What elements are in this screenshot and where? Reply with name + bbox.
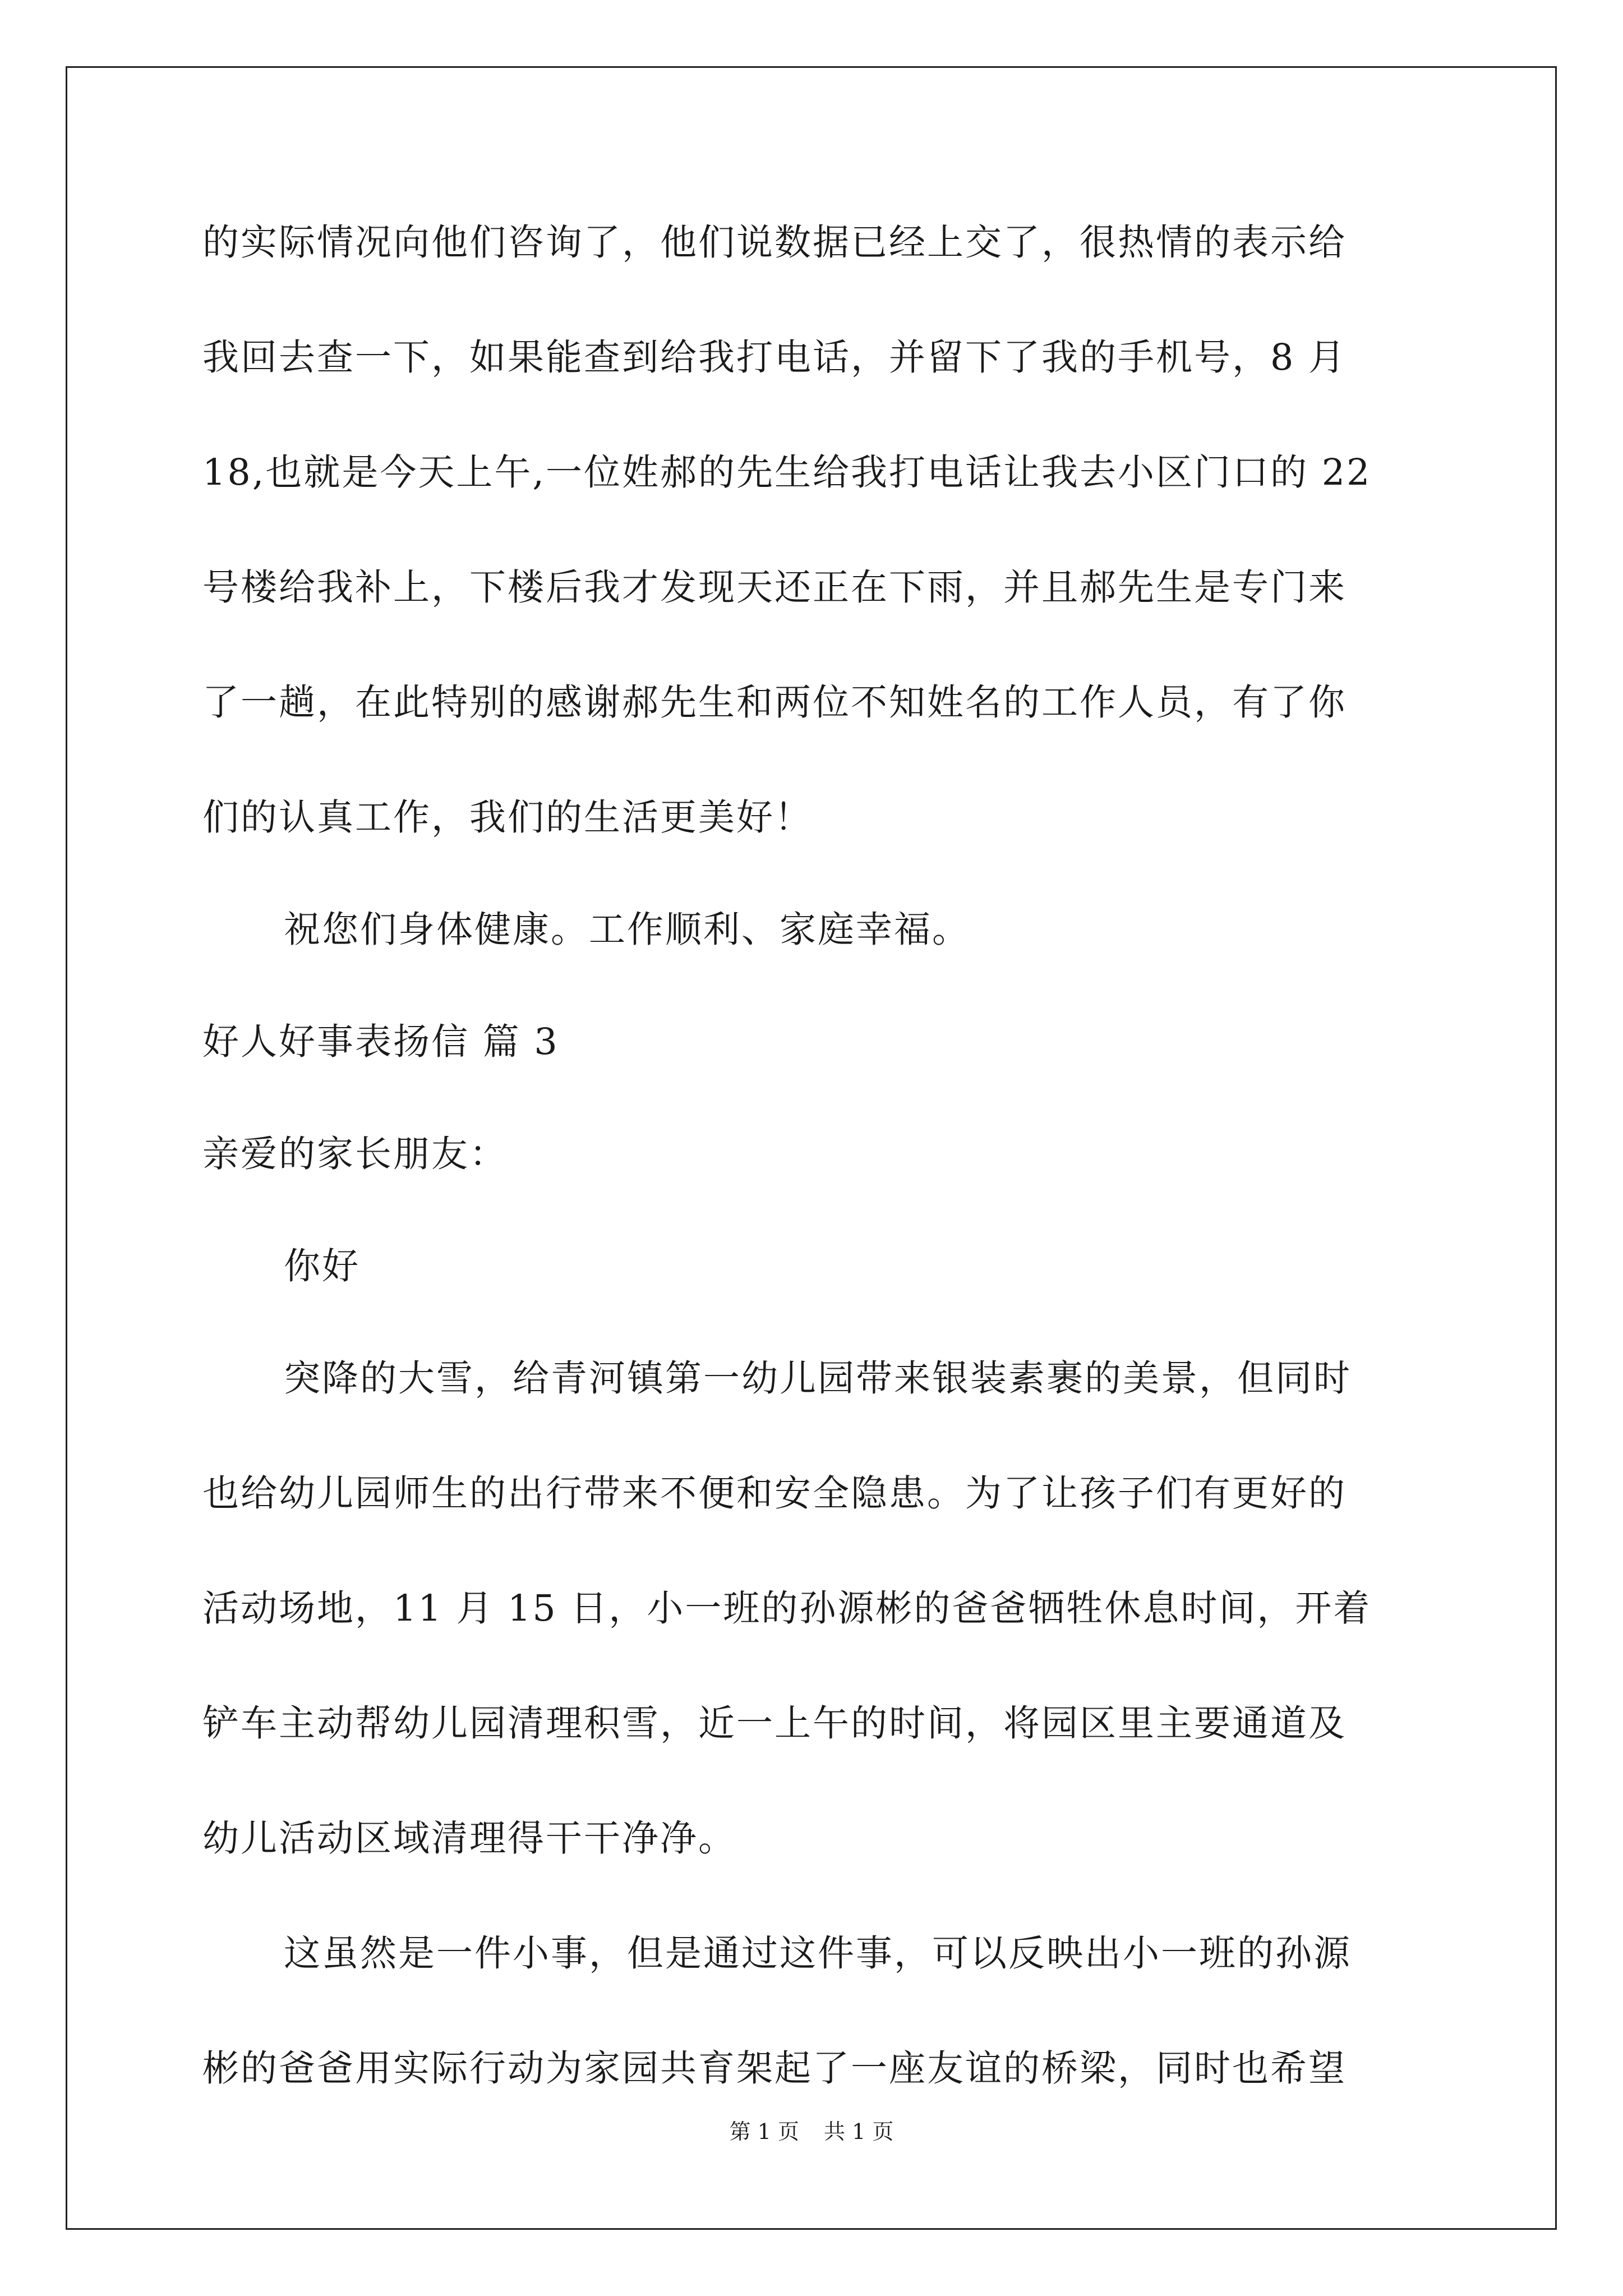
text-line: 的实际情况向他们咨询了，他们说数据已经上交了，很热情的表示给	[202, 222, 1347, 264]
text-line: 们的认真工作，我们的生活更美好！	[202, 797, 813, 839]
text-line: 活动场地，11 月 15 日，小一班的孙源彬的爸爸牺牲休息时间，开着	[202, 1588, 1372, 1630]
text-line: 我回去查一下，如果能查到给我打电话，并留下了我的手机号，8 月	[202, 337, 1347, 379]
text-line: 号楼给我补上，下楼后我才发现天还正在下雨，并且郝先生是专门来	[202, 567, 1347, 609]
text-line: 突降的大雪，给青河镇第一幼儿园带来银装素裹的美景，但同时	[284, 1358, 1352, 1400]
text-line: 也给幼儿园师生的出行带来不便和安全隐患。为了让孩子们有更好的	[202, 1473, 1347, 1515]
text-line: 铲车主动帮幼儿园清理积雪，近一上午的时间，将园区里主要通道及	[202, 1703, 1347, 1745]
greeting: 你好	[284, 1245, 361, 1287]
page-number: 第 1 页	[729, 2119, 799, 2144]
text-line: 彬的爸爸用实际行动为家园共育架起了一座友谊的桥梁，同时也希望	[202, 2047, 1347, 2090]
section-heading: 好人好事表扬信 篇 3	[202, 1021, 559, 1063]
salutation: 亲爱的家长朋友：	[202, 1133, 508, 1175]
page-footer	[0, 2118, 1623, 2146]
text-line: 这虽然是一件小事，但是通过这件事，可以反映出小一班的孙源	[284, 1932, 1352, 1975]
closing-wish: 祝您们身体健康。工作顺利、家庭幸福。	[284, 909, 971, 951]
text-line: 幼儿活动区域清理得干干净净。	[202, 1818, 737, 1860]
text-line: 18,也就是今天上午,一位姓郝的先生给我打电话让我去小区门口的 22	[202, 452, 1372, 494]
page-total: 共 1 页	[824, 2119, 894, 2144]
text-line: 了一趟，在此特别的感谢郝先生和两位不知姓名的工作人员，有了你	[202, 682, 1347, 724]
